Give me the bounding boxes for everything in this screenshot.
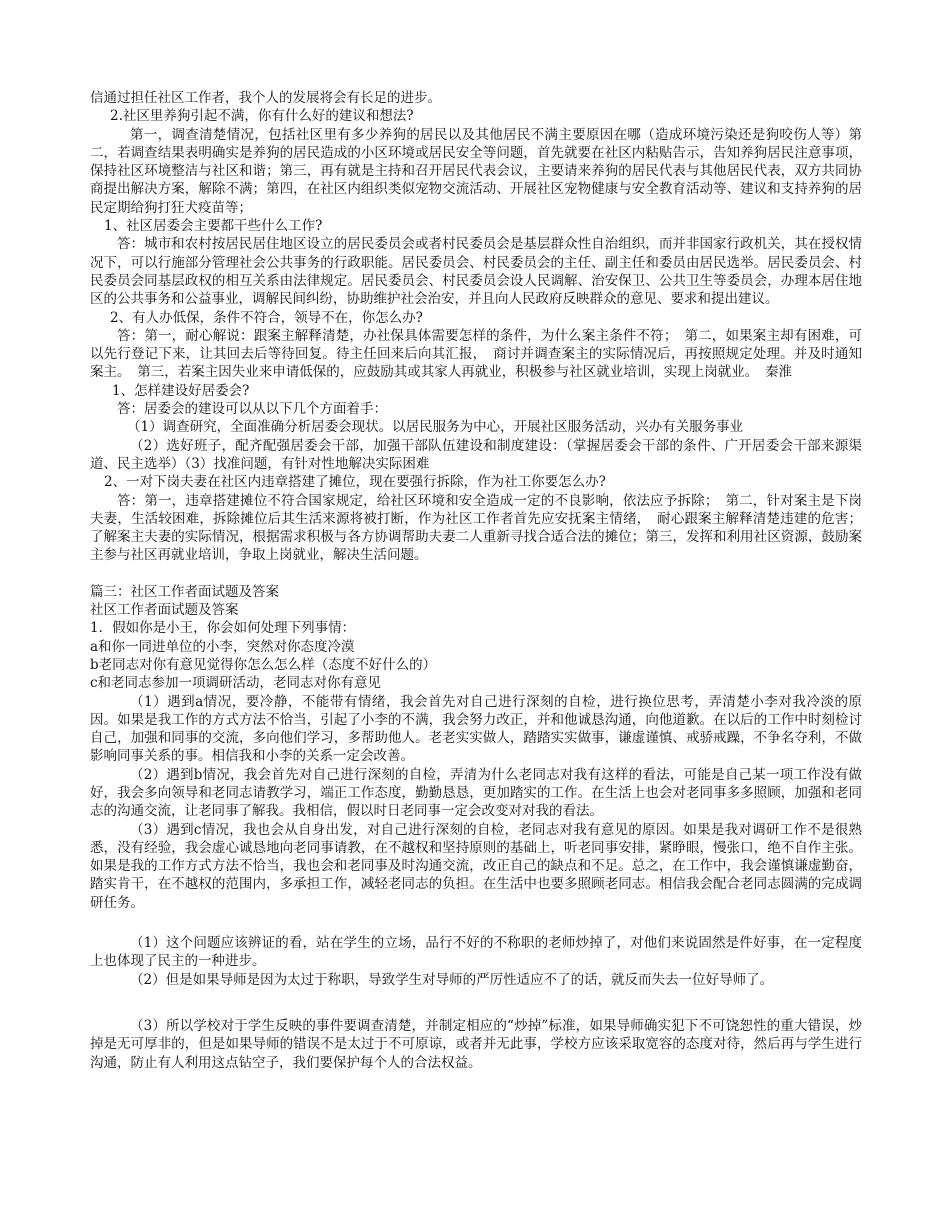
paragraph: b老同志对你有意见觉得你怎么怎么样（态度不好什么的） <box>90 656 437 673</box>
paragraph: 1、怎样建设好居委会? <box>112 382 250 399</box>
paragraph: 2、有人办低保，条件不符合，领导不在，你怎么办? <box>110 309 423 326</box>
paragraph: 答：第一，耐心解说：跟案主解释清楚，办社保具体需要怎样的条件，为什么案主条件不符； 第二，如果案主却有困难，可以先行登记下来，让其回去后等待回复。待主任回来后向其汇报， 商讨并调查案主的实际情况后，再按照规定处理。并及时通知案主。 第三，若案主因失业来申请低保的，应鼓励其或其家人再就业，积极参与社区就业培训，实现上岗就业。 秦淮 <box>90 327 862 381</box>
paragraph: （2）但是如果导师是因为太过于称职，导致学生对导师的严厉性适应不了的话，就反而失去一位好导师了。 <box>130 971 774 988</box>
paragraph: 第一，调查清楚情况，包括社区里有多少养狗的居民以及其他居民不满主要原因在哪（造成环境污染还是狗咬伤人等）第二，若调查结果表明确实是养狗的居民造成的小区环境或居民安全等问题，首先就要在社区内粘贴告示，告知养狗居民注意事项，保持社区环境整洁与社区和谐；第三，再有就是主持和召开居民代表会议，主要请来养狗的居民代表与其他居民代表，双方共同协商提出解决方案，解除不满；第四，在社区内组织类似宠物交流活动、开展社区宠物健康与安全教育活动等、建议和支持养狗的居民定期给狗打狂犬疫苗等； <box>90 126 862 216</box>
paragraph: （2）遇到b情况，我会首先对自己进行深刻的自检，弄清为什么老同志对我有这样的看法，可能是自己某一项工作没有做好，我会多向领导和老同志请教学习，端正工作态度，勤勤恳恳，更加踏实的工作。在生活上也会对老同事多多照顾，加强和老同志的沟通交流，让老同事了解我。我相信，假以时日老同事一定会改变对对我的看法。 <box>90 766 862 820</box>
paragraph: 答：居委会的建设可以从以下几个方面着手： <box>117 401 387 418</box>
paragraph: 答：城市和农村按居民居住地区设立的居民委员会或者村民委员会是基层群众性自治组织，而并非国家行政机关，其在授权情况下，可以行施部分管理社会公共事务的行政职能。居民委员会、村民委员会的主任、副主任和委员由居民选举。居民委员会、村民委员会同基层政权的相互关系由法律规定。居民委员会、村民委员会设人民调解、治安保卫、公共卫生等委员会，办理本居住地区的公共事务和公益事业，调解民间纠纷，协助维护社会治安，并且向人民政府反映群众的意见、要求和提出建议。 <box>90 236 862 308</box>
paragraph: 篇三：社区工作者面试题及答案 <box>90 583 279 600</box>
paragraph: 信通过担任社区工作者，我个人的发展将会有长足的进步。 <box>90 90 441 106</box>
paragraph: （3）所以学校对于学生反映的事件要调查清楚，并制定相应的“炒掉”标准，如果导师确实犯下不可饶恕性的重大错误，炒掉是无可厚非的，但是如果导师的错误不是太过于不可原谅，或者并无此事，学校方应该采取宽容的态度对待，然后再与学生进行沟通，防止有人利用这点钻空子，我们要保护每个人的合法权益。 <box>90 1017 862 1071</box>
paragraph: 1．假如你是小王，你会如何处理下列事情： <box>90 620 356 637</box>
paragraph: （2）选好班子，配齐配强居委会干部，加强干部队伍建设和制度建设：（掌握居委会干部的条件、广开居委会干部来源渠道、民主选举）（3）找准问题，有针对性地解决实际困难 <box>90 437 862 472</box>
paragraph: 2.社区里养狗引起不满，你有什么好的建议和想法? <box>110 108 414 125</box>
paragraph: a和你一同进单位的小李，突然对你态度冷漠 <box>90 638 355 655</box>
document-page <box>90 89 862 1072</box>
paragraph: 1、社区居委会主要都干些什么工作? <box>104 218 323 235</box>
paragraph: 答：第一，违章搭建摊位不符合国家规定，给社区环境和安全造成一定的不良影响，依法应予拆除； 第二，针对案主是下岗夫妻，生活较困难，拆除摊位后其生活来源将被打断，作为社区工作者首先应安抚案主情绪， 耐心跟案主解释清楚违建的危害；了解案主夫妻的实际情况，根据需求积极与各方协调帮助夫妻二人重新寻找合适合法的摊位；第三，发挥和利用社区资源，鼓励案主参与社区再就业培训，争取上岗就业，解决生活问题。 <box>90 492 862 564</box>
paragraph: c和老同志参加一项调研活动，老同志对你有意见 <box>90 675 382 692</box>
paragraph: 社区工作者面试题及答案 <box>90 602 239 619</box>
paragraph: （3）遇到c情况，我也会从自身出发，对自己进行深刻的自检，老同志对我有意见的原因。如果是我对调研工作不是很熟悉，没有经验，我会虚心诚恳地向老同事请教，在不越权和坚持原则的基础上，听老同事安排，紧睁眼，慢张口，绝不自作主张。如果是我的工作方式方法不恰当，我也会和老同事及时沟通交流，改正自己的缺点和不足。总之，在工作中，我会谨慎谦虚勤奋，踏实肯干，在不越权的范围内，多承担工作，减轻老同志的负担。在生活中也要多照顾老同志。相信我会配合老同志圆满的完成调研任务。 <box>90 821 862 911</box>
paragraph: 2、一对下岗夫妻在社区内违章搭建了摊位，现在要强行拆除，作为社工你要怎么办? <box>104 474 606 491</box>
paragraph: （1）遇到a情况，要冷静，不能带有情绪，我会首先对自己进行深刻的自检，进行换位思考，弄清楚小李对我冷淡的原因。如果是我工作的方式方法不恰当，引起了小李的不满，我会努力改正，并和他诚恳沟通，向他道歉。在以后的工作中时刻检讨自己，加强和同事的交流，多向他们学习，多帮助他人。老老实实做人，踏踏实实做事，谦虚谨慎、戒骄戒躁，不争名夺利，不做影响同事关系的事。相信我和小李的关系一定会改善。 <box>90 693 862 765</box>
paragraph: （1）这个问题应该辨证的看，站在学生的立场，品行不好的不称职的老师炒掉了，对他们来说固然是件好事，在一定程度上也体现了民主的一种进步。 <box>90 935 862 970</box>
paragraph: （1）调查研究，全面准确分析居委会现状。以居民服务为中心，开展社区服务活动，兴办有关服务事业 <box>127 419 744 436</box>
